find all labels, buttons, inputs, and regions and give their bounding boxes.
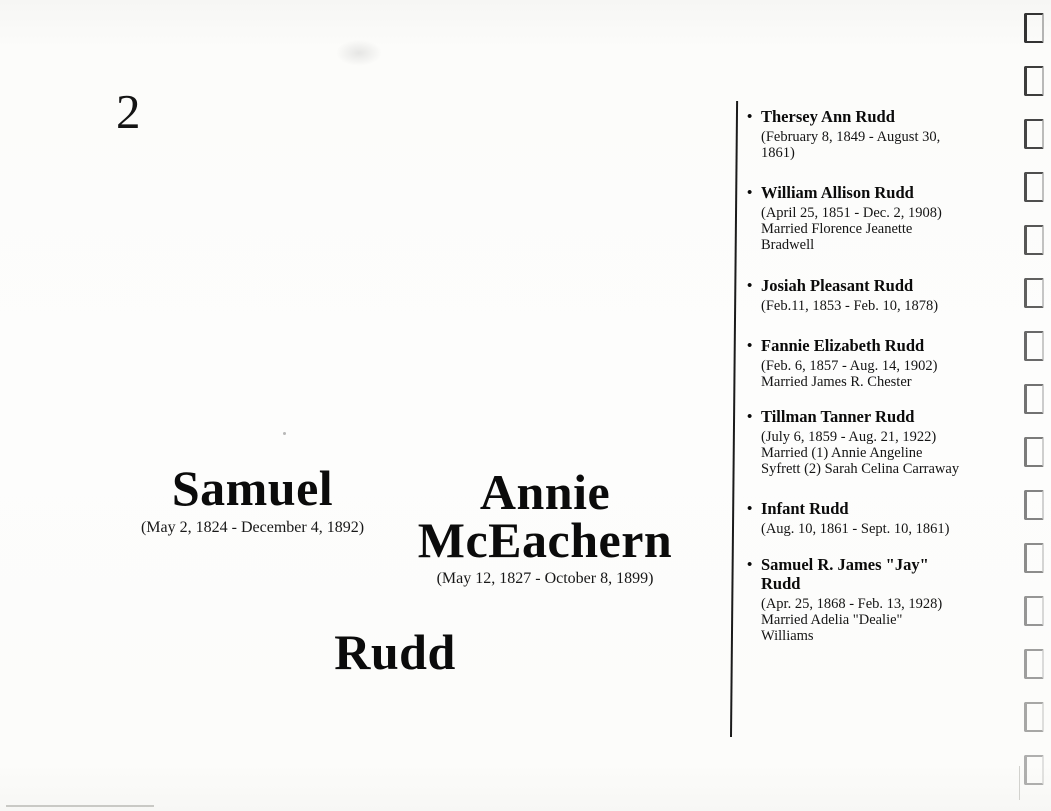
child-details: (April 25, 1851 - Dec. 2, 1908) Married Florence Jeanette Bradwell (761, 205, 942, 253)
scan-edge-mark (1019, 766, 1020, 800)
child-details: (February 8, 1849 - August 30, 1861) (761, 129, 941, 161)
child-name: Thersey Ann Rudd (761, 107, 895, 126)
bullet-icon: • (747, 409, 753, 425)
binding-hole-mark (1024, 596, 1044, 626)
binding-hole-mark (1024, 119, 1044, 149)
binding-hole-mark (1024, 755, 1044, 785)
child-name: Fannie Elizabeth Rudd (761, 336, 925, 355)
child-details: (July 6, 1859 - Aug. 21, 1922) Married (1) Annie Angeline Syfrett (2) Sarah Celina Carraway (761, 429, 960, 477)
child-name: Josiah Pleasant Rudd (761, 276, 914, 295)
child-details: (Apr. 25, 1868 - Feb. 13, 1928) Married Adelia "Dealie" Williams (761, 596, 943, 644)
scan-speck (283, 432, 286, 435)
binding-hole-mark (1024, 543, 1044, 573)
page-number: 2 (116, 84, 141, 139)
bullet-icon: • (747, 278, 753, 294)
child-entry (747, 407, 959, 477)
husband-dates: (May 2, 1824 - December 4, 1892) (140, 519, 365, 536)
binding-hole-mark (1024, 702, 1044, 732)
binding-hole-mark (1024, 437, 1044, 467)
binding-hole-mark (1024, 278, 1044, 308)
wife-block (395, 464, 695, 588)
binding-hole-mark (1024, 384, 1044, 414)
bullet-icon: • (747, 109, 753, 125)
binding-hole-mark (1024, 649, 1044, 679)
column-divider-line (730, 101, 738, 737)
child-details: (Feb. 6, 1857 - Aug. 14, 1902) Married James R. Chester (761, 358, 938, 390)
scan-edge-line (6, 805, 154, 807)
binding-hole-mark (1024, 13, 1044, 43)
child-entry (747, 107, 940, 161)
child-details: (Feb.11, 1853 - Feb. 10, 1878) (761, 298, 939, 314)
bullet-icon: • (747, 557, 753, 573)
child-entry (747, 336, 937, 390)
child-name: Infant Rudd (761, 499, 849, 518)
bullet-icon: • (747, 338, 753, 354)
family-surname: Rudd (334, 624, 456, 680)
bullet-icon: • (747, 185, 753, 201)
wife-dates: (May 12, 1827 - October 8, 1899) (436, 570, 654, 587)
binding-hole-mark (1024, 490, 1044, 520)
wife-name: Annie McEachern (417, 464, 673, 568)
bullet-icon: • (747, 501, 753, 517)
child-name: Samuel R. James "Jay" Rudd (761, 555, 929, 593)
child-entry (747, 276, 938, 314)
binding-hole-mark (1024, 66, 1044, 96)
child-entry (747, 499, 950, 537)
child-entry (747, 555, 942, 644)
child-entry (747, 183, 942, 253)
child-details: (Aug. 10, 1861 - Sept. 10, 1861) (761, 521, 950, 537)
binding-hole-mark (1024, 172, 1044, 202)
husband-block (100, 462, 405, 537)
child-name: William Allison Rudd (761, 183, 914, 202)
binding-hole-mark (1024, 331, 1044, 361)
scan-smudge (336, 40, 382, 66)
husband-name: Samuel (171, 460, 334, 516)
child-name: Tillman Tanner Rudd (761, 407, 915, 426)
binding-hole-mark (1024, 225, 1044, 255)
